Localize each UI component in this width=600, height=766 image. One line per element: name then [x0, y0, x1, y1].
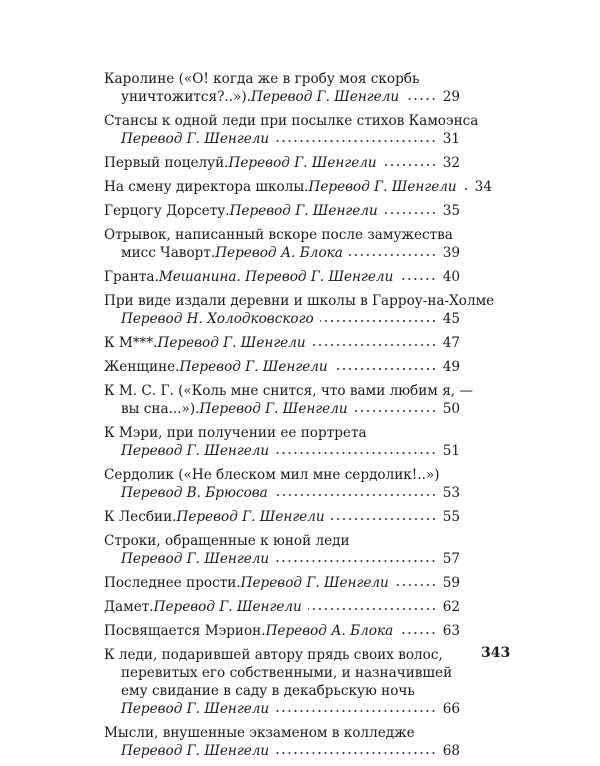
toc-entry-line [104, 700, 460, 718]
toc-entry-line [104, 508, 460, 526]
entry-title: вы сна...»). [121, 401, 200, 417]
dot-leader [275, 560, 437, 562]
dot-leader [399, 278, 436, 280]
entry-title: Сердолик («Не блеском мил мне сердолик!..») [104, 467, 440, 483]
entry-title: К леди, подарившей автору прядь своих волос, [104, 647, 443, 663]
dot-leader [354, 410, 437, 412]
toc-entry-line [104, 202, 460, 220]
entry-page-number: 68 [442, 743, 460, 759]
entry-page-number: 50 [442, 401, 460, 417]
entry-title: К М. С. Г. («Коль мне снится, что вами любим я, — [104, 383, 474, 399]
toc-entry [104, 292, 495, 328]
toc-entry-line [104, 382, 474, 400]
table-of-contents [104, 70, 495, 766]
toc-entry [104, 268, 460, 286]
toc-entry-line [104, 484, 460, 502]
toc-entry [104, 646, 460, 718]
entry-page-number: 57 [442, 551, 460, 567]
toc-entry-line [104, 112, 479, 130]
entry-page-number: 49 [442, 359, 460, 375]
entry-title: Мысли, внушенные экзаменом в колледже [104, 725, 415, 741]
entry-translator: Перевод Г. Шенгели [157, 335, 306, 351]
dot-leader [308, 608, 437, 610]
toc-entry-line [104, 622, 460, 640]
toc-entry-line [104, 466, 460, 484]
toc-entry-line [104, 682, 460, 700]
toc-entry [104, 466, 460, 502]
toc-entry-line [104, 70, 460, 88]
dot-leader [334, 368, 437, 370]
entry-title: Женщине. [104, 359, 180, 375]
entry-translator: Перевод Г. Шенгели [176, 509, 325, 525]
toc-entry-line [104, 646, 460, 664]
toc-entry [104, 424, 460, 460]
entry-translator: Перевод Г. Шенгели [121, 131, 270, 147]
toc-entry [104, 598, 460, 616]
entry-translator: Перевод Г. Шенгели [179, 359, 328, 375]
toc-entry-line [104, 598, 460, 616]
entry-title: ему свидание в саду в декабрьскую ночь [121, 683, 415, 699]
toc-entry-line [104, 244, 460, 262]
toc-entry [104, 226, 460, 262]
entry-title: мисс Чаворт. [121, 245, 216, 261]
entry-page-number: 39 [442, 245, 460, 261]
entry-translator: Перевод Г. Шенгели [121, 551, 270, 567]
entry-translator: Перевод Г. Шенгели [121, 443, 270, 459]
entry-title: Дамет. [104, 599, 154, 615]
dot-leader [320, 320, 437, 322]
toc-entry-line [104, 424, 460, 442]
toc-entry-line [104, 268, 460, 286]
toc-entry [104, 358, 460, 376]
toc-entry-line [104, 292, 495, 310]
toc-entry [104, 154, 460, 172]
entry-title: Герцогу Дорсету. [104, 203, 230, 219]
dot-leader [463, 188, 469, 190]
entry-page-number: 31 [442, 131, 460, 147]
entry-title: Последнее прости. [104, 575, 241, 591]
toc-entry-line [104, 400, 460, 418]
entry-page-number: 51 [442, 443, 460, 459]
toc-entry-line [104, 358, 460, 376]
entry-title: Отрывок, написанный вскоре после замужества [104, 227, 453, 243]
toc-entry [104, 382, 474, 418]
toc-entry-line [104, 334, 460, 352]
toc-entry-line [104, 88, 460, 106]
entry-title: Стансы к одной леди при посылке стихов Камоэнса [104, 113, 479, 129]
entry-translator: Перевод Г. Шенгели [250, 89, 400, 105]
entry-page-number: 32 [442, 155, 460, 171]
entry-page-number: 34 [474, 179, 492, 195]
entry-translator: Перевод Г. Шенгели [308, 179, 457, 195]
entry-title: перевитых его собственными, и назначившей [121, 665, 453, 681]
entry-translator: Перевод Г. Шенгели [240, 575, 389, 591]
toc-entry [104, 112, 479, 148]
entry-page-number: 47 [442, 335, 460, 351]
toc-entry-line [104, 550, 460, 568]
dot-leader [275, 140, 437, 142]
entry-title: На смену директора школы. [104, 179, 309, 195]
entry-page-number: 62 [442, 599, 460, 615]
toc-entry-line [104, 724, 460, 742]
dot-leader [395, 584, 437, 586]
entry-page-number: 40 [442, 269, 460, 285]
entry-title: К Лесбии. [104, 509, 177, 525]
entry-title: Каролине («О! когда же в гробу моя скорбь [104, 71, 420, 87]
dot-leader [274, 494, 437, 496]
toc-entry-line [104, 574, 460, 592]
toc-entry [104, 622, 460, 640]
entry-page-number: 45 [442, 311, 460, 327]
toc-entry [104, 334, 460, 352]
entry-translator: Перевод А. Блока [265, 623, 394, 639]
dot-leader [399, 632, 436, 634]
dot-leader [383, 164, 437, 166]
dot-leader [275, 452, 437, 454]
toc-entry [104, 178, 492, 196]
entry-title: Гранта. [104, 269, 159, 285]
toc-entry [104, 202, 460, 220]
entry-title: уничтожится?..»). [121, 89, 251, 105]
toc-entry [104, 574, 460, 592]
entry-title: При виде издали деревни и школы в Гарроу-на-Холме [104, 293, 495, 309]
entry-title: Строки, обращенные к юной леди [104, 533, 350, 549]
toc-entry-line [104, 154, 460, 172]
entry-title: К М***. [104, 335, 158, 351]
toc-entry-line [104, 742, 460, 760]
page-number: 343 [481, 645, 511, 661]
entry-page-number: 63 [442, 623, 460, 639]
entry-title: Посвящается Мэрион. [104, 623, 266, 639]
toc-entry [104, 70, 460, 106]
toc-entry-line [104, 442, 460, 460]
toc-entry-line [104, 178, 492, 196]
toc-entry [104, 508, 460, 526]
dot-leader [349, 254, 437, 256]
entry-page-number: 53 [442, 485, 460, 501]
toc-entry [104, 532, 460, 568]
entry-page-number: 35 [442, 203, 460, 219]
entry-translator: Мешанина. Перевод Г. Шенгели [158, 269, 394, 285]
entry-translator: Перевод Г. Шенгели [199, 401, 348, 417]
entry-translator: Перевод Г. Шенгели [228, 155, 377, 171]
entry-title: Первый поцелуй. [104, 155, 229, 171]
dot-leader [405, 98, 437, 100]
dot-leader [275, 710, 437, 712]
dot-leader [331, 518, 437, 520]
entry-title: К Мэри, при получении ее портрета [104, 425, 367, 441]
entry-translator: Перевод Г. Шенгели [121, 743, 270, 759]
entry-page-number: 29 [442, 89, 460, 105]
entry-page-number: 55 [442, 509, 460, 525]
entry-page-number: 66 [442, 701, 460, 717]
entry-translator: Перевод Г. Шенгели [121, 701, 270, 717]
dot-leader [312, 344, 437, 346]
entry-page-number: 59 [442, 575, 460, 591]
entry-translator: Перевод Н. Холодковского [121, 311, 314, 327]
toc-entry-line [104, 664, 460, 682]
toc-entry-line [104, 532, 460, 550]
toc-entry-line [104, 130, 460, 148]
entry-translator: Перевод А. Блока [215, 245, 343, 261]
entry-translator: Перевод Г. Шенгели [229, 203, 378, 219]
toc-entry-line [104, 226, 460, 244]
dot-leader [275, 752, 437, 754]
dot-leader [384, 212, 437, 214]
entry-translator: Перевод В. Брюсова [121, 485, 268, 501]
toc-entry-line [104, 310, 460, 328]
entry-translator: Перевод Г. Шенгели [153, 599, 302, 615]
toc-entry [104, 724, 460, 760]
